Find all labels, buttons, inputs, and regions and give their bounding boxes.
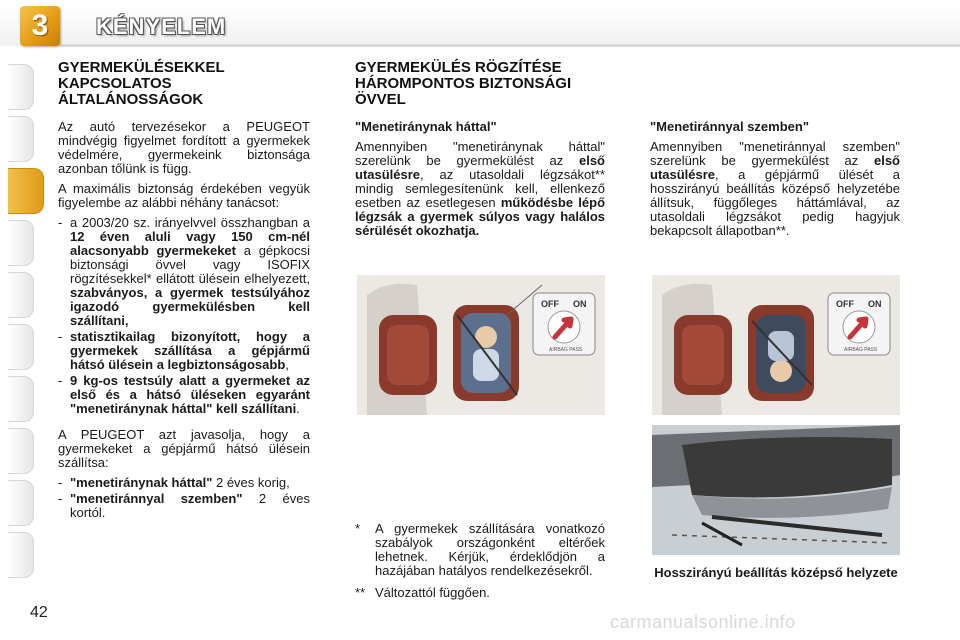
switch-on-label: ON xyxy=(868,299,882,309)
general-info-intro: Az autó tervezésekor a PEUGEOT mindvégig figyelmet fordított a gyermekek védelmére, gyermekeink biztonsága azonban tőlünk is függ. xyxy=(58,119,310,176)
switch-tag-label: AIRBAG PASS xyxy=(844,347,878,353)
footnote-2-text: Változattól függően. xyxy=(375,585,490,600)
advice-list xyxy=(58,216,310,416)
advice-item-under-9kg-post: . xyxy=(296,401,300,416)
rear-facing-text-pre: Amennyiben "menetiránynak háttal" szerelünk be gyermekülést az xyxy=(355,139,605,168)
rear-facing-text xyxy=(355,140,605,238)
watermark: carmanualsonline.info xyxy=(610,612,796,632)
rear-facing-text-seat: első utasülésre xyxy=(355,153,605,182)
rear-facing-seat-illustration xyxy=(357,275,605,415)
rear-facing-text-warning: működésbe lépő légzsák a gyermek súlyos vagy halálos sérülését okozhatja. xyxy=(355,195,606,238)
page-number: 42 xyxy=(30,604,48,621)
advice-item-directive-text: a 2003/20 sz. irányelvvel összhangban a xyxy=(70,215,310,230)
advice-item-rear-seats xyxy=(58,330,310,372)
general-info-advice-intro: A maximális biztonság érdekében vegyük figyelembe az alábbi néhány tanácsot: xyxy=(58,181,310,210)
recommendation-forward-facing xyxy=(58,492,310,520)
seat-slide-illustration xyxy=(652,425,900,555)
chapter-number-badge: 3 xyxy=(20,6,60,46)
recommendation-forward-facing-bold: "menetiránnyal szemben" xyxy=(70,491,243,506)
switch-off-label: OFF xyxy=(541,299,559,309)
forward-facing-text-seat: első utasülésre xyxy=(650,153,900,182)
chapter-tab-9[interactable] xyxy=(8,480,34,526)
footnote-2 xyxy=(355,586,605,600)
chapter-tab-5[interactable] xyxy=(8,272,34,318)
advice-item-directive-mid: a gépkocsi biztonsági övvel vagy ISOFIX rögzítésekkel* ellátott ülésein elhelyezett, xyxy=(70,243,311,286)
chapter-tab-4[interactable] xyxy=(8,220,34,266)
child-head-icon xyxy=(770,360,792,382)
chapter-tab-7[interactable] xyxy=(8,376,34,422)
footnote-1-mark: * xyxy=(355,521,361,536)
forward-facing-text-post: , a gépjármű ülését a hosszirányú beállítás középső helyzetébe állítsuk, függőleges háttámlával, az utasoldali légzsákot pedig hagyjuk bekapcsolt állapotban**. xyxy=(650,167,900,238)
three-point-belt-column xyxy=(355,60,605,244)
chapter-tab-8[interactable] xyxy=(8,428,34,474)
chapter-title: KÉNYELEM xyxy=(96,14,227,39)
forward-facing-column xyxy=(650,120,900,244)
forward-facing-seat-drawing xyxy=(652,275,900,415)
seat-slide-caption: Hosszirányú beállítás középső helyzete xyxy=(654,565,898,580)
footnote-1 xyxy=(355,522,605,578)
forward-facing-subtitle: "Menetiránnyal szemben" xyxy=(650,119,809,134)
advice-item-under-9kg-bold: 9 kg-os testsúly alatt a gyermeket az első és a hátsó üléseken egyaránt "menetiránynak háttal" kell szállítani xyxy=(70,373,310,416)
advice-item-directive xyxy=(58,216,310,328)
chapter-tab-2[interactable] xyxy=(8,116,34,162)
rear-facing-seat-drawing xyxy=(357,275,605,415)
recommendation-rear-facing xyxy=(58,476,310,490)
seat-cushion-icon xyxy=(682,437,892,497)
header-underline xyxy=(60,44,960,47)
chapter-tab-3-active[interactable] xyxy=(8,168,44,214)
switch-on-label: ON xyxy=(573,299,587,309)
switch-off-label: OFF xyxy=(836,299,854,309)
chapter-tab-6[interactable] xyxy=(8,324,34,370)
seat-slide-drawing xyxy=(652,425,900,555)
forward-facing-seat-illustration xyxy=(652,275,900,415)
general-info-column xyxy=(58,60,310,522)
footnote-2-mark: ** xyxy=(355,585,366,600)
recommendation-list xyxy=(58,476,310,520)
general-info-title: GYERMEKÜLÉSEKKEL KAPCSOLATOS ÁLTALÁNOSSÁGOK xyxy=(58,59,225,108)
advice-item-rear-seats-post: , xyxy=(285,357,289,372)
advice-item-directive-bold1: 12 éven aluli vagy 150 cm-nél alacsonyabb gyermekeket xyxy=(70,229,310,258)
chapter-tab-1[interactable] xyxy=(8,64,34,110)
advice-item-directive-bold2: szabványos, a gyermek testsúlyához igazodó gyermekülésben kell szállítani, xyxy=(70,285,310,328)
rear-facing-text-mid: , az utasoldali légzsákot** mindig semlegesítenünk kell, ellenkező esetben az esetlegesen xyxy=(355,167,605,210)
recommendation-rear-facing-post: 2 éves korig, xyxy=(212,475,290,490)
footnotes xyxy=(355,522,605,608)
switch-tag-label: AIRBAG PASS xyxy=(549,347,583,353)
three-point-belt-title: GYERMEKÜLÉS RÖGZÍTÉSE HÁROMPONTOS BIZTONSÁGI ÖVVEL xyxy=(355,59,572,108)
advice-item-under-9kg xyxy=(58,374,310,416)
advice-item-rear-seats-bold: statisztikailag bizonyított, hogy a gyermekek szállítása a gépjármű hátsó ülésein a legbiztonságosabb xyxy=(70,329,310,372)
recommendation-forward-facing-post: 2 éves kortól. xyxy=(70,491,310,520)
chapter-tab-10[interactable] xyxy=(8,532,34,578)
recommendation-rear-facing-bold: "menetiránynak háttal" xyxy=(70,475,213,490)
rear-facing-subtitle: "Menetiránynak háttal" xyxy=(355,119,497,134)
forward-facing-text xyxy=(650,140,900,238)
footnote-1-text: A gyermekek szállítására vonatkozó szabályok országonként eltérőek lehetnek. Kérjük, érdeklődjön a hazájában hatályos rendelkezésekről. xyxy=(375,521,605,578)
forward-facing-text-pre: Amennyiben "menetiránnyal szemben" szerelünk be gyermekülést az xyxy=(650,139,900,168)
chapter-header xyxy=(0,0,960,52)
recommendation-intro: A PEUGEOT azt javasolja, hogy a gyermekeket a gépjármű hátsó ülésein szállítsa: xyxy=(58,427,310,470)
